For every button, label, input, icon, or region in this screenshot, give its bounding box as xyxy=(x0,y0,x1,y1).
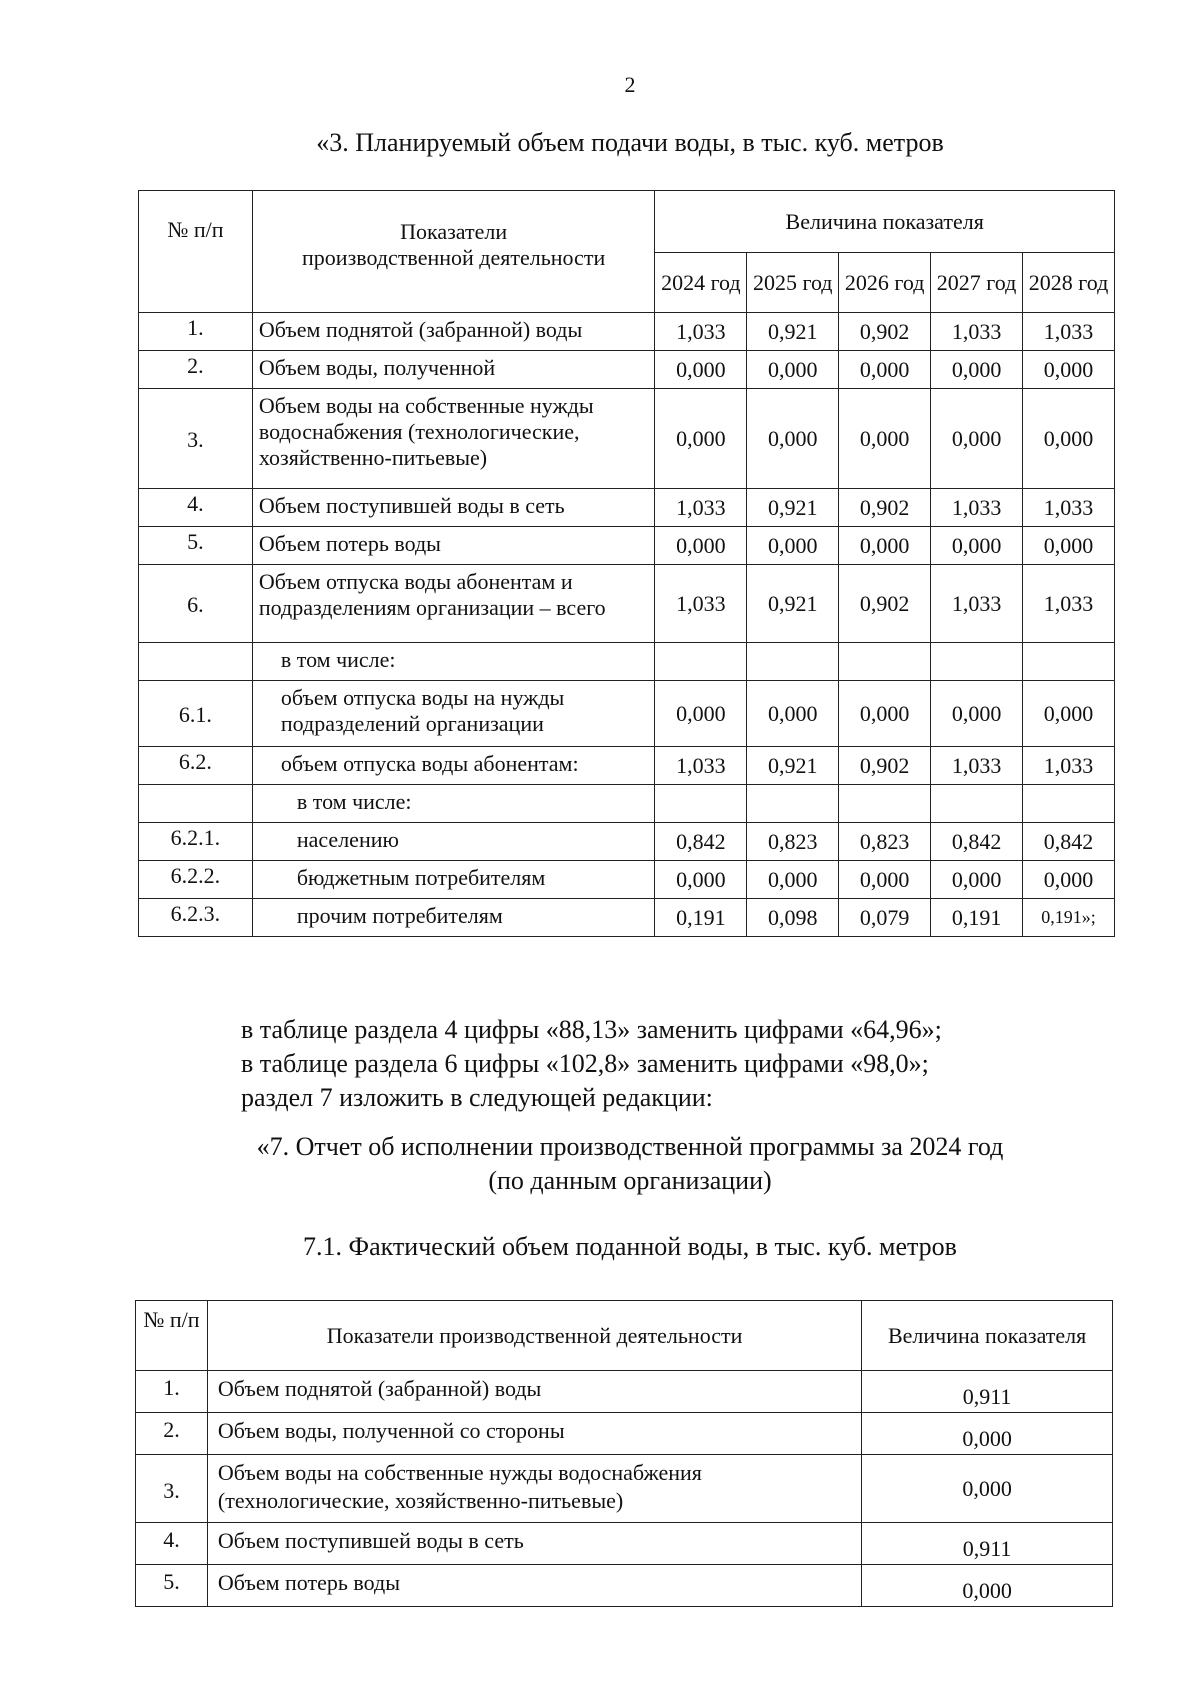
row-value xyxy=(1023,643,1115,681)
row-value xyxy=(655,785,747,823)
row-value: 0,000 xyxy=(655,351,747,389)
row-value: 0,000 xyxy=(747,389,839,489)
row-label: объем отпуска воды абонентам: xyxy=(252,747,655,785)
row-number: 6.2.2. xyxy=(139,861,253,899)
row-value: 0,000 xyxy=(931,389,1023,489)
row-value: 0,098 xyxy=(747,899,839,937)
row-value: 1,033 xyxy=(1023,313,1115,351)
row-number: 2. xyxy=(139,351,253,389)
row-value xyxy=(747,785,839,823)
row-number: 3. xyxy=(139,389,253,489)
row-number: 3. xyxy=(136,1455,208,1523)
row-value: 0,902 xyxy=(839,313,931,351)
row-number xyxy=(139,785,253,823)
table-row xyxy=(139,747,1115,785)
row-number: 1. xyxy=(136,1371,208,1413)
row-value: 1,033 xyxy=(655,489,747,527)
row-value: 0,000 xyxy=(655,861,747,899)
row-value xyxy=(747,643,839,681)
row-number: 4. xyxy=(139,489,253,527)
row-number: 6. xyxy=(139,565,253,643)
row-value: 0,000 xyxy=(1023,861,1115,899)
row-value: 0,000 xyxy=(931,527,1023,565)
row-value: 0,000 xyxy=(655,389,747,489)
header-value-group: Величина показателя xyxy=(655,191,1115,253)
row-value: 0,911 xyxy=(862,1523,1113,1565)
table-row xyxy=(139,313,1115,351)
row-value: 0,000 xyxy=(747,527,839,565)
row-value: 0,000 xyxy=(862,1565,1113,1607)
row-value: 0,921 xyxy=(747,747,839,785)
row-label: Объем воды, полученной со стороны xyxy=(207,1413,861,1455)
table1-title: «3. Планируемый объем подачи воды, в тыс. куб. метров xyxy=(316,128,944,157)
row-value: 0,191 xyxy=(655,899,747,937)
row-value: 1,033 xyxy=(1023,747,1115,785)
row-value: 0,000 xyxy=(839,527,931,565)
row-value: 0,191 xyxy=(931,899,1023,937)
row-value: 0,000 xyxy=(862,1413,1113,1455)
header-year: 2028 год xyxy=(1023,253,1115,313)
row-label: Объем потерь воды xyxy=(252,527,655,565)
row-label: Объем воды, полученной xyxy=(252,351,655,389)
row-value: 0,000 xyxy=(1023,527,1115,565)
row-value xyxy=(839,643,931,681)
row-value: 0,000 xyxy=(1023,351,1115,389)
row-value: 0,000 xyxy=(655,681,747,747)
row-value: 0,000 xyxy=(862,1455,1113,1523)
row-number: 4. xyxy=(136,1523,208,1565)
row-number: 6.2.3. xyxy=(139,899,253,937)
row-value xyxy=(931,643,1023,681)
row-label: Объем потерь воды xyxy=(207,1565,861,1607)
row-value: 0,000 xyxy=(1023,389,1115,489)
row-number: 2. xyxy=(136,1413,208,1455)
row-value: 0,000 xyxy=(931,861,1023,899)
header-indicator: Показатели производственной деятельности xyxy=(252,191,655,313)
row-value: 0,191»; xyxy=(1023,899,1115,937)
table2-title: 7.1. Фактический объем поданной воды, в тыс. куб. метров xyxy=(303,1232,957,1261)
row-value: 0,823 xyxy=(839,823,931,861)
row-value: 1,033 xyxy=(655,747,747,785)
row-value: 0,921 xyxy=(747,489,839,527)
row-value: 0,842 xyxy=(655,823,747,861)
row-label: Объем отпуска воды абонентам и подразделениям организации – всего xyxy=(252,565,655,643)
table-row xyxy=(136,1455,1113,1523)
row-value: 0,000 xyxy=(931,681,1023,747)
actual-water-supply-table xyxy=(135,1300,1113,1607)
table-row xyxy=(136,1523,1113,1565)
row-value: 0,902 xyxy=(839,747,931,785)
row-value xyxy=(1023,785,1115,823)
page-number: 2 xyxy=(624,72,636,97)
table-row xyxy=(139,565,1115,643)
row-value: 0,000 xyxy=(839,389,931,489)
header-indicator: Показатели производственной деятельности xyxy=(207,1301,861,1371)
row-number: 5. xyxy=(139,527,253,565)
row-label: объем отпуска воды на нужды подразделений организации xyxy=(252,681,655,747)
row-value: 0,000 xyxy=(747,861,839,899)
row-number: 6.2.1. xyxy=(139,823,253,861)
table-row xyxy=(139,823,1115,861)
row-value: 0,079 xyxy=(839,899,931,937)
row-value: 0,000 xyxy=(747,681,839,747)
row-value: 1,033 xyxy=(1023,489,1115,527)
row-label: в том числе: xyxy=(252,643,655,681)
row-value: 0,000 xyxy=(747,351,839,389)
header-num: № п/п xyxy=(139,191,253,313)
table-row xyxy=(136,1565,1113,1607)
row-value: 0,911 xyxy=(862,1371,1113,1413)
row-value: 0,000 xyxy=(839,351,931,389)
row-label: Объем поступившей воды в сеть xyxy=(207,1523,861,1565)
table-row xyxy=(139,489,1115,527)
header-year: 2024 год xyxy=(655,253,747,313)
row-value: 1,033 xyxy=(931,313,1023,351)
row-value: 1,033 xyxy=(1023,565,1115,643)
table-row xyxy=(139,389,1115,489)
row-number: 5. xyxy=(136,1565,208,1607)
row-value: 0,921 xyxy=(747,565,839,643)
row-value: 0,000 xyxy=(839,681,931,747)
table-row xyxy=(139,527,1115,565)
row-label: Объем поднятой (забранной) воды xyxy=(207,1371,861,1413)
planned-water-supply-table xyxy=(138,190,1115,937)
row-number: 6.1. xyxy=(139,681,253,747)
table-row xyxy=(139,351,1115,389)
amendment-paragraph-3: раздел 7 изложить в следующей редакции: xyxy=(241,1083,713,1112)
row-label: Объем воды на собственные нужды водоснабжения (технологические, хозяйственно-питьевые) xyxy=(252,389,655,489)
row-value: 0,000 xyxy=(1023,681,1115,747)
header-year: 2025 год xyxy=(747,253,839,313)
header-year: 2027 год xyxy=(931,253,1023,313)
row-label: Объем воды на собственные нужды водоснабжения (технологические, хозяйственно-питьевые) xyxy=(207,1455,861,1523)
row-value: 0,000 xyxy=(655,527,747,565)
row-number: 1. xyxy=(139,313,253,351)
header-year: 2026 год xyxy=(839,253,931,313)
row-value: 1,033 xyxy=(655,565,747,643)
row-number xyxy=(139,643,253,681)
row-label: Объем поступившей воды в сеть xyxy=(252,489,655,527)
table-row xyxy=(139,643,1115,681)
row-value: 0,842 xyxy=(1023,823,1115,861)
row-value: 0,823 xyxy=(747,823,839,861)
table-row xyxy=(136,1413,1113,1455)
table-row xyxy=(136,1371,1113,1413)
table-row xyxy=(139,861,1115,899)
row-value: 0,000 xyxy=(931,351,1023,389)
row-value: 1,033 xyxy=(931,747,1023,785)
table-row xyxy=(139,899,1115,937)
header-value: Величина показателя xyxy=(862,1301,1113,1371)
row-number: 6.2. xyxy=(139,747,253,785)
row-label: бюджетным потребителям xyxy=(252,861,655,899)
row-label: Объем поднятой (забранной) воды xyxy=(252,313,655,351)
row-value: 1,033 xyxy=(655,313,747,351)
row-value xyxy=(931,785,1023,823)
header-num: № п/п xyxy=(136,1301,208,1371)
row-value xyxy=(839,785,931,823)
amendment-paragraph-1: в таблице раздела 4 цифры «88,13» заменить цифрами «64,96»; xyxy=(241,1015,942,1044)
row-value: 0,000 xyxy=(839,861,931,899)
row-label: прочим потребителям xyxy=(252,899,655,937)
row-value: 0,921 xyxy=(747,313,839,351)
row-value: 0,902 xyxy=(839,565,931,643)
amendment-paragraph-2: в таблице раздела 6 цифры «102,8» заменить цифрами «98,0»; xyxy=(241,1049,929,1078)
row-value: 0,842 xyxy=(931,823,1023,861)
row-label: в том числе: xyxy=(252,785,655,823)
row-value: 0,902 xyxy=(839,489,931,527)
table-row xyxy=(139,785,1115,823)
row-value xyxy=(655,643,747,681)
table-row xyxy=(139,681,1115,747)
row-label: населению xyxy=(252,823,655,861)
section7-title: «7. Отчет об исполнении производственной программы за 2024 год (по данным организации) xyxy=(256,1132,1004,1195)
row-value: 1,033 xyxy=(931,565,1023,643)
row-value: 1,033 xyxy=(931,489,1023,527)
